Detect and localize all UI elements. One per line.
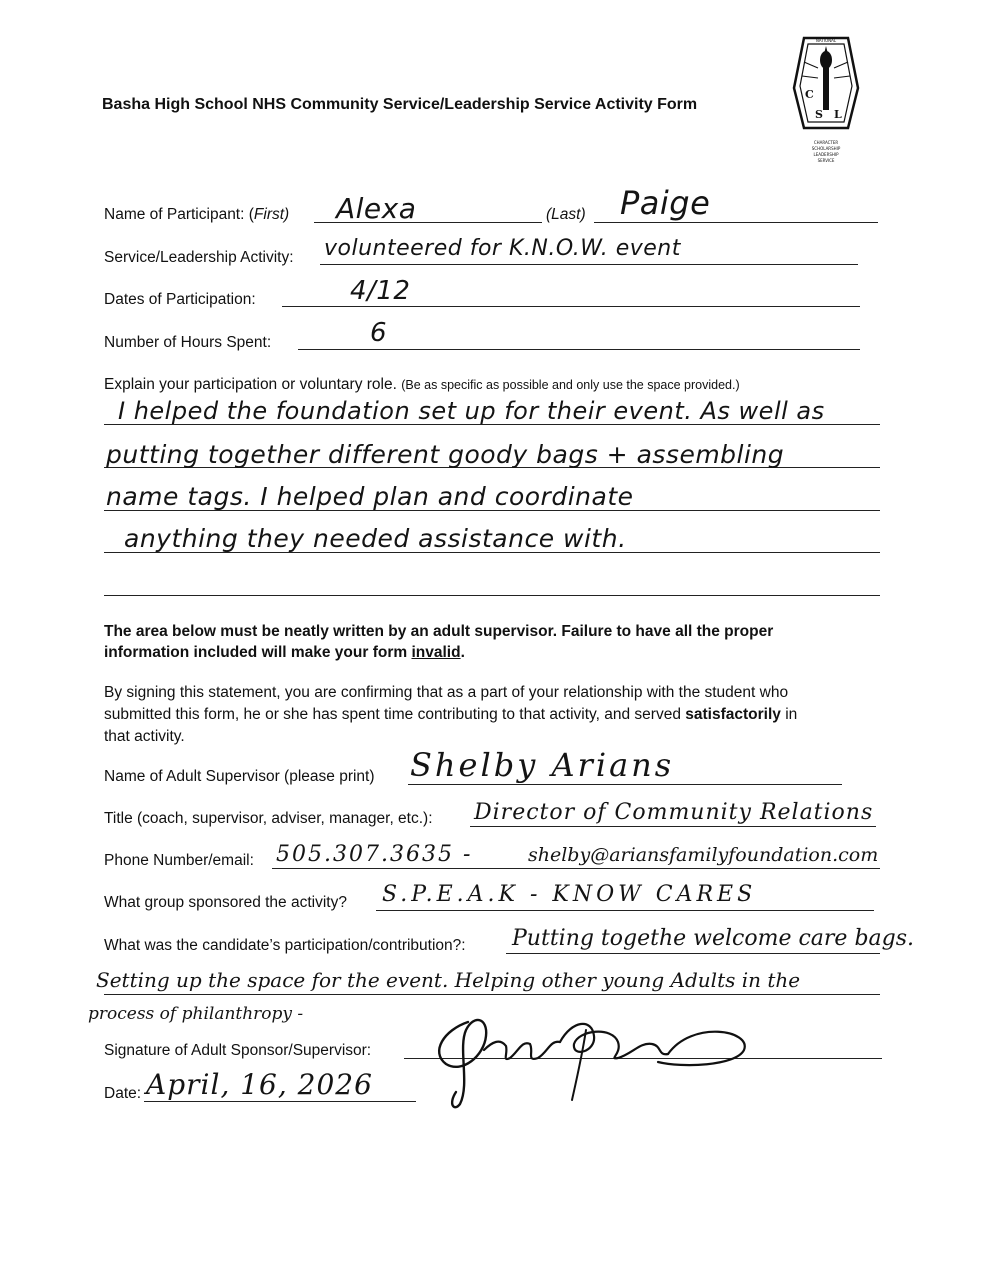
date-label: Date: — [104, 1085, 142, 1102]
last-name-line — [594, 222, 878, 223]
satisfactorily-word: satisfactorily — [685, 706, 781, 723]
svg-text:NATIONAL: NATIONAL — [815, 38, 837, 43]
last-name-value[interactable]: Paige — [620, 184, 711, 222]
svg-text:C: C — [805, 88, 814, 101]
supervisor-signature[interactable] — [422, 1000, 752, 1112]
email-value[interactable]: shelby@ariansfamilyfoundation.com — [528, 844, 879, 866]
supervisor-notice — [104, 621, 773, 663]
last-label-text: (Last) — [546, 206, 586, 223]
contribution-text-3[interactable]: process of philanthropy - — [88, 1004, 304, 1024]
contribution-label: What was the candidate’s participation/contribution?: — [104, 937, 466, 954]
participant-name-label — [104, 206, 289, 224]
date-value[interactable]: April, 16, 2026 — [146, 1068, 373, 1101]
supervisor-title-line — [470, 826, 876, 827]
group-label: What group sponsored the activity? — [104, 894, 347, 911]
contribution-line-1 — [506, 953, 880, 954]
explain-text-4[interactable]: anything they needed assistance with. — [124, 524, 627, 553]
date-line — [144, 1101, 416, 1102]
explain-note: (Be as specific as possible and only use the space provided.) — [401, 378, 740, 392]
svg-text:LEADERSHIP: LEADERSHIP — [813, 152, 839, 157]
activity-value[interactable]: volunteered for K.N.O.W. event — [324, 236, 681, 261]
svg-text:CHARACTER: CHARACTER — [813, 140, 839, 145]
contribution-line-2 — [104, 994, 880, 995]
explain-text-2[interactable]: putting together different goody bags + assembling — [106, 440, 785, 469]
statement-line-2 — [104, 704, 797, 726]
svg-text:SERVICE: SERVICE — [817, 158, 835, 163]
statement-line-2c: in — [780, 706, 798, 723]
group-line — [376, 910, 874, 911]
signature-label: Signature of Adult Sponsor/Supervisor: — [104, 1042, 372, 1059]
activity-line — [320, 264, 858, 265]
first-label: First) — [253, 206, 290, 223]
explain-label — [104, 376, 740, 394]
contribution-text-2[interactable]: Setting up the space for the event. Helping other young Adults in the — [96, 968, 801, 992]
phone-email-label: Phone Number/email: — [104, 852, 254, 869]
hours-label: Number of Hours Spent: — [104, 334, 272, 351]
statement-line-3: that activity. — [104, 728, 185, 745]
svg-text:L: L — [834, 108, 842, 121]
statement-line-2a: submitted this form, he or she has spent time contributing to that activity, and served — [104, 706, 686, 723]
explain-line-5 — [104, 595, 880, 596]
supervisor-name-label: Name of Adult Supervisor (please print) — [104, 768, 375, 785]
supervisor-statement — [104, 682, 797, 748]
notice-line-2 — [104, 642, 773, 663]
explain-text-1[interactable]: I helped the foundation set up for their event. As well as — [118, 397, 825, 425]
explain-text-3[interactable]: name tags. I helped plan and coordinate — [106, 482, 634, 511]
hours-line — [298, 349, 860, 350]
name-label-text: Name of Participant: ( — [104, 206, 254, 223]
dates-line — [282, 306, 860, 307]
phone-email-line — [272, 868, 880, 869]
contribution-text-1[interactable]: Putting togethe welcome care bags. — [512, 926, 915, 951]
signature-drawing — [422, 1000, 752, 1112]
notice-line-2c: . — [460, 644, 465, 661]
first-name-value[interactable]: Alexa — [336, 192, 417, 225]
supervisor-name-line — [408, 784, 842, 785]
statement-line-1: By signing this statement, you are confirming that as a part of your relationship with the student who — [104, 684, 789, 701]
svg-text:SCHOLARSHIP: SCHOLARSHIP — [811, 146, 841, 151]
notice-line-1: The area below must be neatly written by an adult supervisor. Failure to have all the proper — [104, 623, 774, 640]
notice-line-2a: information included will make your form — [104, 644, 412, 661]
supervisor-name-value[interactable]: Shelby Arians — [410, 746, 675, 784]
activity-label: Service/Leadership Activity: — [104, 249, 294, 266]
svg-text:S: S — [815, 108, 823, 121]
supervisor-title-label: Title (coach, supervisor, adviser, manager, etc.): — [104, 810, 433, 827]
dates-label: Dates of Participation: — [104, 291, 256, 308]
nhs-logo — [790, 32, 862, 174]
explain-label-text: Explain your participation or voluntary role. — [104, 376, 397, 393]
hours-value[interactable]: 6 — [370, 318, 388, 348]
form-title: Basha High School NHS Community Service/Leadership Service Activity Form — [102, 96, 698, 113]
last-name-label — [546, 206, 586, 224]
invalid-word: invalid — [411, 644, 461, 661]
dates-value[interactable]: 4/12 — [350, 276, 411, 306]
phone-value[interactable]: 505.307.3635 - — [276, 842, 473, 867]
group-value[interactable]: S.P.E.A.K - KNOW CARES — [382, 882, 757, 907]
nhs-keystone-icon — [790, 32, 862, 174]
supervisor-title-value[interactable]: Director of Community Relations — [474, 800, 874, 825]
